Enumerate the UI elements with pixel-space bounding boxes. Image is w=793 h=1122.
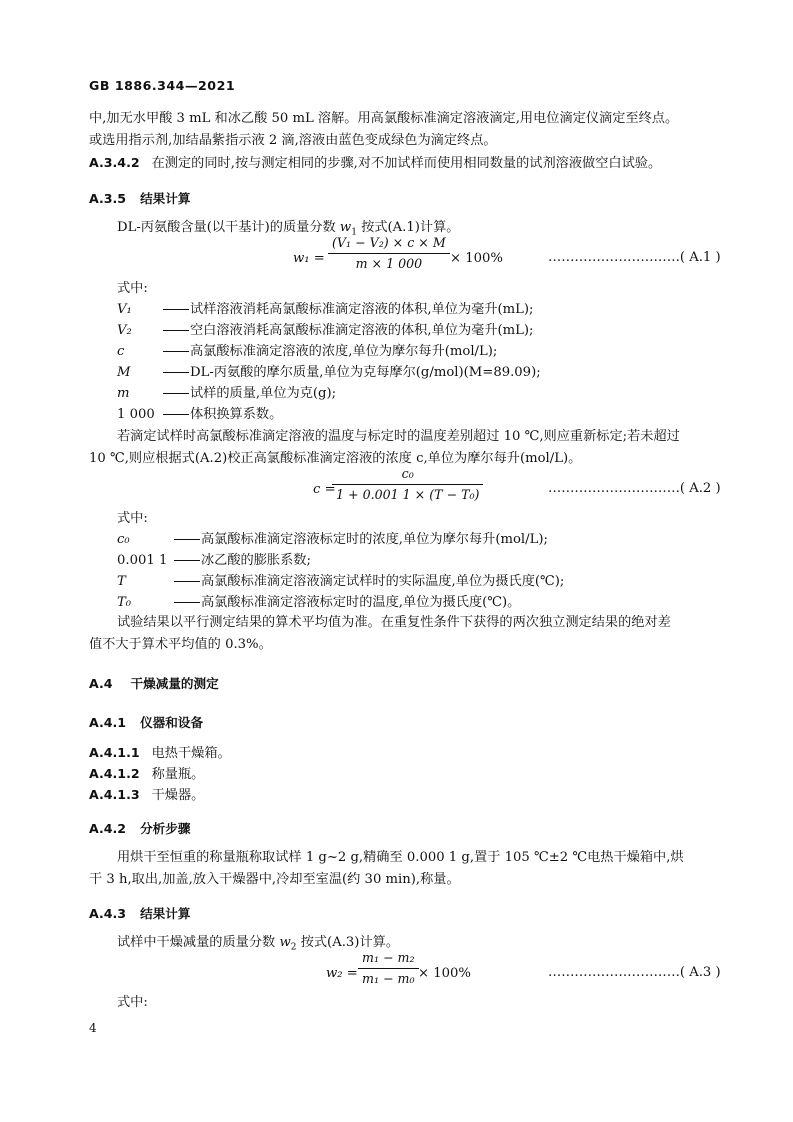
paragraph-line: 用烘干至恒重的称量瓶称取试样 1 g~2 g,精确至 0.000 1 g,置于 105 ℃±2 ℃电热干燥箱中,烘 xyxy=(117,850,684,865)
intro-text: 试样中干燥减量的质量分数 xyxy=(117,935,280,950)
em-dash-separator xyxy=(163,414,189,415)
em-dash-separator xyxy=(163,393,189,394)
em-dash-separator xyxy=(163,372,189,373)
formula-a2-numerator: c₀ xyxy=(401,466,414,481)
section-heading-a43 xyxy=(89,903,190,923)
page-number: 4 xyxy=(89,1021,97,1035)
em-dash-separator xyxy=(174,539,200,540)
variable-description-text: 高氯酸标准滴定溶液滴定试样时的实际温度,单位为摄氏度(℃); xyxy=(201,574,565,589)
intro-sub: 2 xyxy=(290,942,297,953)
formula-a3-tail: × 100% xyxy=(418,966,471,981)
variable-symbol: 1 000 xyxy=(117,407,155,422)
standard-number: GB 1886.344—2021 xyxy=(89,78,236,93)
variable-description-text: 试样溶液消耗高氯酸标准滴定溶液的体积,单位为毫升(mL); xyxy=(190,302,534,317)
paragraph-line: 或选用指示剂,加结晶紫指示液 2 滴,溶液由蓝色变成绿色为滴定终点。 xyxy=(89,133,497,148)
variable-description xyxy=(163,301,534,319)
variable-description-text: 试样的质量,单位为克(g); xyxy=(190,386,337,401)
intro-text: 按式(A.3)计算。 xyxy=(296,935,400,950)
section-heading-a41 xyxy=(89,712,203,732)
paragraph-line: 值不大于算术平均值的 0.3%。 xyxy=(89,637,272,652)
variable-description-text: 空白溶液消耗高氯酸标准滴定溶液的体积,单位为毫升(mL); xyxy=(190,323,534,338)
clause-text: 电热干燥箱。 xyxy=(151,746,231,761)
em-dash-separator xyxy=(174,560,200,561)
variable-symbol: c₀ xyxy=(117,532,130,547)
variable-symbol: V₁ xyxy=(117,302,132,317)
intro-var: w xyxy=(279,935,291,950)
clause-text: 称量瓶。 xyxy=(151,767,205,782)
em-dash-separator xyxy=(163,309,189,310)
formula-a1-tail: × 100% xyxy=(450,251,503,266)
variable-symbol: 0.001 1 xyxy=(117,553,168,568)
variable-description xyxy=(163,364,541,382)
variable-symbol: T₀ xyxy=(117,595,132,610)
formula-a3-lhs: w₂ = xyxy=(326,966,358,981)
variable-description-text: 高氯酸标准滴定溶液标定时的温度,单位为摄氏度(℃)。 xyxy=(201,595,521,610)
clause-a412 xyxy=(89,765,204,784)
variable-description xyxy=(174,531,548,549)
clause-number: A.4.1.3 xyxy=(89,787,140,802)
paragraph-line: 试验结果以平行测定结果的算术平均值为准。在重复性条件下获得的两次独立测定结果的绝对差 xyxy=(117,615,671,630)
intro-text: 按式(A.1)计算。 xyxy=(356,220,460,235)
heading-number: A.3.5 xyxy=(89,191,127,206)
formula-a1-denominator: m × 1 000 xyxy=(328,253,450,272)
heading-title: 结果计算 xyxy=(140,191,191,206)
variable-symbol: M xyxy=(117,365,131,380)
variable-description xyxy=(174,573,564,591)
formula-a2-denominator: 1 + 0.001 1 × (T − T₀) xyxy=(332,484,483,503)
variable-symbol: c xyxy=(117,344,125,359)
clause-text: 在测定的同时,按与测定相同的步骤,对不加试样而使用相同数量的试剂溶液做空白试验。 xyxy=(151,156,662,171)
formula-intro-a3 xyxy=(117,934,399,957)
clause-a411 xyxy=(89,744,231,763)
intro-sub: 1 xyxy=(351,227,357,238)
where-label: 式中: xyxy=(117,281,148,296)
clause-a413 xyxy=(89,786,204,805)
paragraph-line: 干 3 h,取出,加盖,放入干燥器中,冷却至室温(约 30 min),称量。 xyxy=(89,872,460,887)
section-heading-a42 xyxy=(89,818,190,838)
formula-a2-ref: …………………………( A.2 ) xyxy=(548,481,721,496)
em-dash-separator xyxy=(163,351,189,352)
em-dash-separator xyxy=(163,330,189,331)
formula-a1-lhs: w₁ = xyxy=(293,251,325,266)
clause-number: A.4.1.2 xyxy=(89,766,140,781)
heading-number: A.4.1 xyxy=(89,715,127,730)
variable-description-text: 高氯酸标准滴定溶液标定时的浓度,单位为摩尔每升(mol/L); xyxy=(201,532,548,547)
heading-number: A.4.2 xyxy=(89,821,127,836)
variable-description-text: DL-丙氨酸的摩尔质量,单位为克每摩尔(g/mol)(M=89.09); xyxy=(190,365,541,380)
formula-a2-fraction xyxy=(332,466,483,503)
variable-description xyxy=(163,406,282,424)
intro-text: DL-丙氨酸含量(以干基计)的质量分数 xyxy=(117,220,340,235)
heading-title: 仪器和设备 xyxy=(140,715,204,730)
formula-a3-ref: …………………………( A.3 ) xyxy=(548,965,721,980)
heading-number: A.4.3 xyxy=(89,906,127,921)
formula-a3-fraction xyxy=(358,950,419,987)
formula-a1-fraction xyxy=(328,235,450,272)
variable-symbol: T xyxy=(117,574,126,589)
variable-description xyxy=(174,594,520,612)
em-dash-separator xyxy=(174,602,200,603)
variable-description-text: 高氯酸标准滴定溶液的浓度,单位为摩尔每升(mol/L); xyxy=(190,344,498,359)
heading-title: 结果计算 xyxy=(140,906,191,921)
where-label: 式中: xyxy=(117,995,148,1010)
variable-description-text: 冰乙酸的膨胀系数; xyxy=(201,553,311,568)
variable-symbol: V₂ xyxy=(117,323,132,338)
formula-a3-denominator: m₁ − m₀ xyxy=(358,968,419,987)
variable-description xyxy=(163,322,534,340)
section-heading-a35 xyxy=(89,188,190,208)
formula-a1-ref: …………………………( A.1 ) xyxy=(548,250,721,265)
em-dash-separator xyxy=(174,581,200,582)
clause-a342 xyxy=(89,154,661,173)
formula-a2-lhs: c = xyxy=(313,482,336,497)
variable-description-text: 体积换算系数。 xyxy=(190,407,283,422)
paragraph-line: 10 ℃,则应根据式(A.2)校正高氯酸标准滴定溶液的浓度 c,单位为摩尔每升(mol/L)。 xyxy=(89,451,582,466)
clause-text: 干燥器。 xyxy=(151,788,205,803)
heading-number: A.4 xyxy=(89,676,113,691)
variable-symbol: m xyxy=(117,386,130,401)
formula-a3-numerator: m₁ − m₂ xyxy=(362,950,415,965)
section-heading-a4 xyxy=(89,673,219,693)
clause-number: A.3.4.2 xyxy=(89,155,140,170)
intro-var: w xyxy=(339,220,352,235)
variable-description xyxy=(163,343,497,361)
variable-description xyxy=(174,552,311,570)
heading-title: 分析步骤 xyxy=(140,821,191,836)
formula-a1-numerator: (V₁ − V₂) × c × M xyxy=(332,235,446,250)
paragraph-line: 中,加无水甲酸 3 mL 和冰乙酸 50 mL 溶解。用高氯酸标准滴定溶液滴定,用电位滴定仪滴定至终点。 xyxy=(89,111,679,126)
where-label: 式中: xyxy=(117,511,148,526)
clause-number: A.4.1.1 xyxy=(89,745,140,760)
variable-description xyxy=(163,385,336,403)
paragraph-line: 若滴定试样时高氯酸标准滴定溶液的温度与标定时的温度差别超过 10 ℃,则应重新标定;若未超过 xyxy=(117,429,680,444)
heading-title: 干燥减量的测定 xyxy=(130,676,219,691)
